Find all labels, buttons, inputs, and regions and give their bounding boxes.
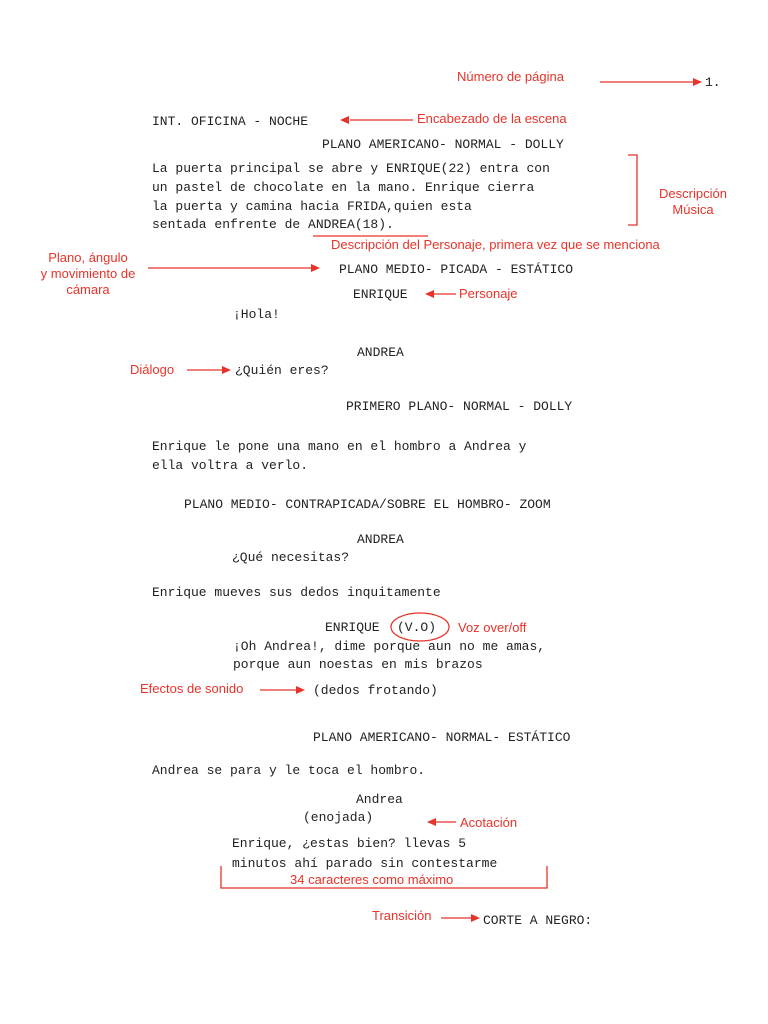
- character-enrique-1: ENRIQUE: [353, 287, 408, 302]
- arrowhead-parenthetical: [427, 818, 436, 826]
- arrowhead-camera: [311, 264, 320, 272]
- dialogue-4-line-1: ¡Oh Andrea!, dime porque aun no me amas,: [233, 639, 546, 654]
- action-3: Enrique mueves sus dedos inquitamente: [152, 585, 441, 600]
- action-1-line-1: La puerta principal se abre y ENRIQUE(22) entra con: [152, 161, 550, 176]
- action-2-line-1: Enrique le pone una mano en el hombro a Andrea y: [152, 439, 527, 454]
- annotation-character-description: Descripción del Personaje, primera vez que se menciona: [331, 237, 660, 252]
- shot-1: PLANO AMERICANO- NORMAL - DOLLY: [322, 137, 564, 152]
- annotation-page-number: Número de página: [457, 69, 564, 84]
- dialogue-2: ¿Quién eres?: [235, 363, 329, 378]
- annotation-character: Personaje: [459, 286, 518, 301]
- dialogue-1: ¡Hola!: [233, 307, 280, 322]
- scene-heading: INT. OFICINA - NOCHE: [152, 114, 309, 129]
- annotation-sound-effects: Efectos de sonido: [140, 681, 244, 696]
- shot-4: PLANO MEDIO- CONTRAPICADA/SOBRE EL HOMBRO- ZOOM: [184, 497, 551, 512]
- character-enrique-2: ENRIQUE: [325, 620, 380, 635]
- dialogue-5-line-1: Enrique, ¿estas bien? llevas 5: [232, 836, 467, 851]
- action-1-line-4: sentada enfrente de ANDREA(18).: [152, 217, 394, 232]
- sound-effect: (dedos frotando): [313, 683, 438, 698]
- arrowhead-page-number: [693, 78, 702, 86]
- character-andrea-1: ANDREA: [357, 345, 404, 360]
- arrowhead-scene-heading: [340, 116, 349, 124]
- dialogue-3: ¿Qué necesitas?: [232, 550, 350, 565]
- parenthetical: (enojada): [303, 810, 374, 825]
- action-4: Andrea se para y le toca el hombro.: [152, 763, 426, 778]
- transition: CORTE A NEGRO:: [483, 913, 593, 928]
- arrowhead-character: [425, 290, 434, 298]
- character-andrea-3: Andrea: [356, 792, 403, 807]
- arrowhead-transition: [471, 914, 480, 922]
- page-number: 1.: [705, 75, 721, 90]
- shot-3: PRIMERO PLANO- NORMAL - DOLLY: [346, 399, 573, 414]
- action-1-line-3: la puerta y camina hacia FRIDA,quien esta: [152, 199, 472, 214]
- annotation-max-chars: 34 caracteres como máximo: [290, 872, 454, 887]
- bracket-description: [628, 155, 637, 225]
- shot-5: PLANO AMERICANO- NORMAL- ESTÁTICO: [313, 730, 571, 745]
- dialogue-4-line-2: porque aun noestas en mis brazos: [233, 657, 483, 672]
- action-1-line-2: un pastel de chocolate en la mano. Enrique cierra: [152, 180, 535, 195]
- annotation-transition: Transición: [372, 908, 432, 923]
- action-2-line-2: ella voltra a verlo.: [152, 458, 309, 473]
- annotation-camera: Plano, ángulo y movimiento de cámara: [40, 250, 136, 297]
- character-andrea-2: ANDREA: [357, 532, 404, 547]
- shot-2: PLANO MEDIO- PICADA - ESTÁTICO: [339, 262, 574, 277]
- arrowhead-dialogue: [222, 366, 231, 374]
- dialogue-5-line-2: minutos ahí parado sin contestarme: [232, 856, 498, 871]
- annotation-dialogue: Diálogo: [130, 362, 175, 377]
- annotation-voice-over: Voz over/off: [458, 620, 527, 635]
- annotation-parenthetical: Acotación: [460, 815, 518, 830]
- voice-over-extension: (V.O): [397, 620, 437, 635]
- annotation-description-music: Descripción Música: [659, 186, 727, 217]
- arrowhead-sound-effects: [296, 686, 305, 694]
- annotation-scene-heading: Encabezado de la escena: [417, 111, 567, 126]
